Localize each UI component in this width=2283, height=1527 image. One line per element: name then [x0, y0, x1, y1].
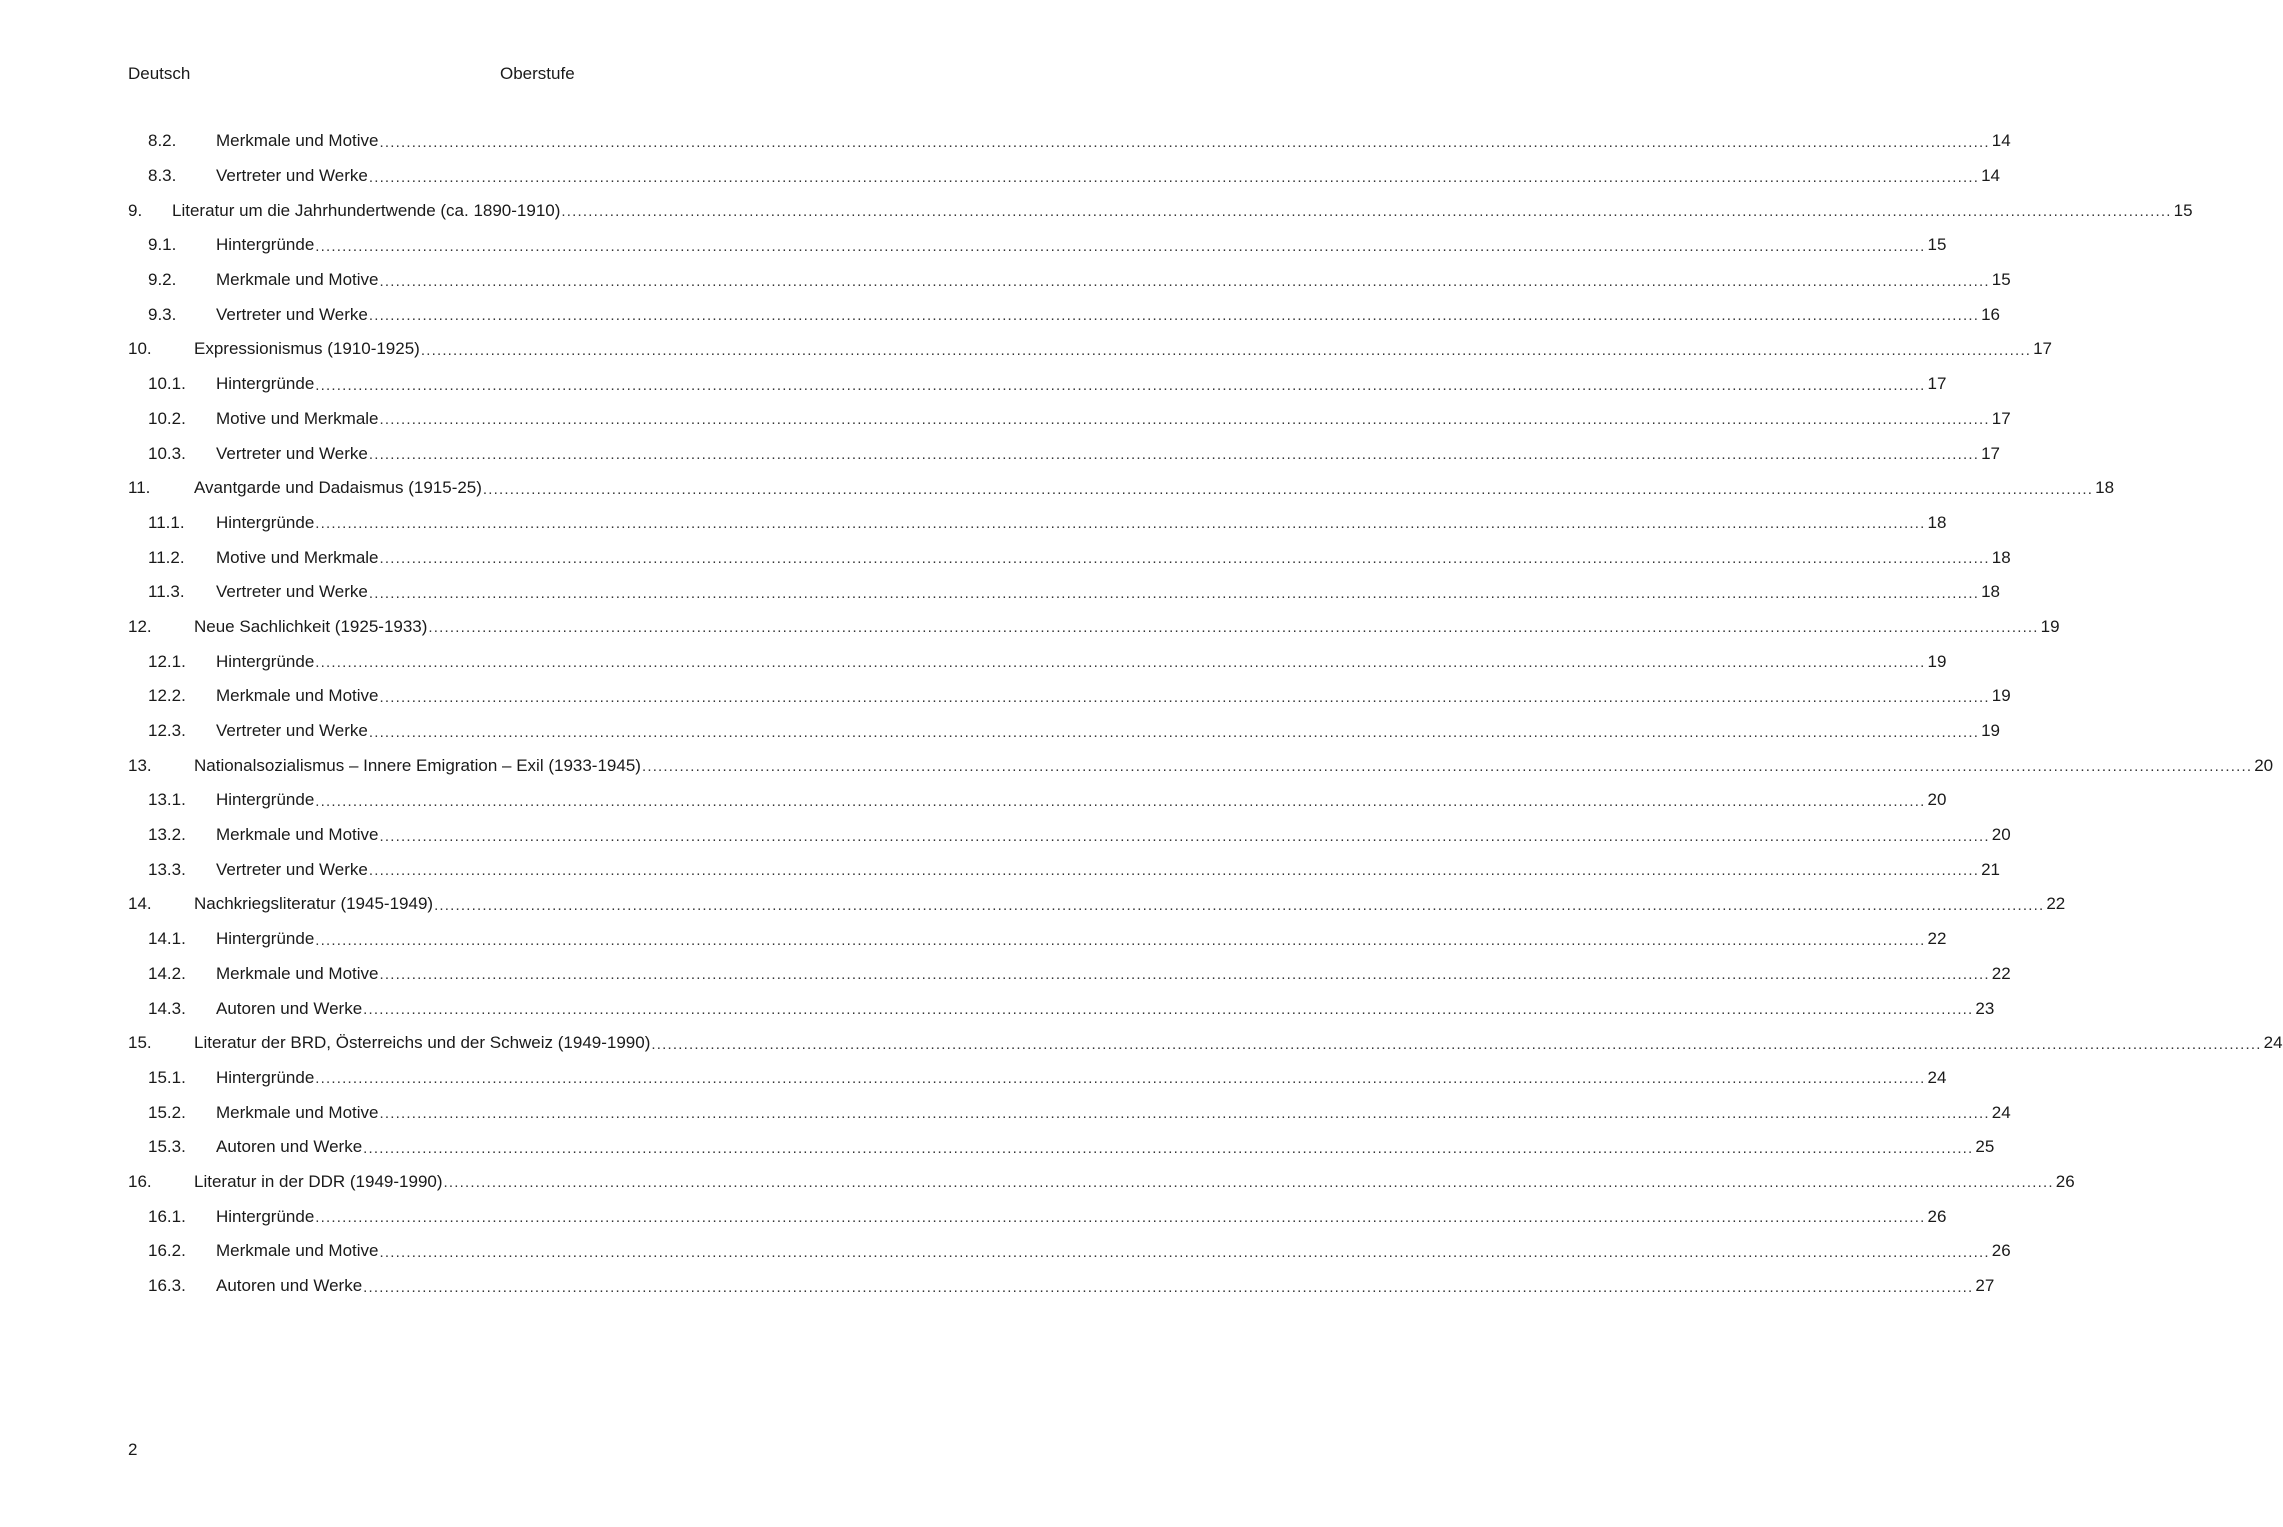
toc-chapter-entry[interactable]	[128, 193, 2193, 228]
toc-entry-title: Avantgarde und Dadaismus (1915-25)	[194, 478, 482, 498]
toc-section-entry[interactable]	[128, 540, 2011, 575]
toc-entry-number: 11.3.	[148, 582, 185, 602]
toc-entry-title: Autoren und Werke	[216, 1137, 363, 1157]
toc-entry-page: 22	[1991, 963, 2011, 983]
toc-section-entry[interactable]	[128, 679, 2011, 714]
toc-entry-number: 16.3.	[148, 1276, 186, 1296]
dot-leader: ............................................................................................................................................................................................................................................................................................................	[315, 237, 1926, 255]
toc-entry-number: 14.2.	[148, 963, 186, 983]
toc-section-entry[interactable]	[128, 263, 2011, 298]
dot-leader: ............................................................................................................................................................................................................................................................................................................	[363, 1139, 1974, 1157]
toc-entry-page: 26	[2055, 1171, 2075, 1191]
toc-entry-number: 12.1.	[148, 651, 186, 671]
toc-entry-number: 14.1.	[148, 929, 186, 949]
toc-entry-title: Merkmale und Motive	[216, 686, 379, 706]
toc-section-entry[interactable]	[128, 159, 2000, 194]
dot-leader: ............................................................................................................................................................................................................................................................................................................	[368, 862, 1980, 880]
toc-entry-number: 10.1.	[148, 374, 186, 394]
toc-entry-title: Vertreter und Werke	[216, 166, 368, 186]
dot-leader: ............................................................................................................................................................................................................................................................................................................	[315, 792, 1926, 810]
toc-section-entry[interactable]	[128, 1269, 1995, 1304]
toc-chapter-entry[interactable]	[128, 748, 2274, 783]
toc-entry-title: Merkmale und Motive	[216, 825, 379, 845]
toc-entry-page: 22	[2046, 894, 2066, 914]
toc-entry-number: 9.	[128, 200, 143, 220]
dot-leader: ............................................................................................................................................................................................................................................................................................................	[443, 1174, 2054, 1192]
dot-leader: ............................................................................................................................................................................................................................................................................................................	[368, 446, 1980, 464]
toc-entry-page: 15	[2173, 200, 2193, 220]
toc-entry-title: Literatur um die Jahrhundertwende (ca. 1890-1910)	[172, 200, 561, 220]
toc-entry-page: 17	[1927, 374, 1947, 394]
toc-chapter-entry[interactable]	[128, 610, 2060, 645]
toc-section-entry[interactable]	[128, 1061, 1947, 1096]
toc-entry-number: 11.2.	[148, 547, 185, 567]
toc-entry-number: 15.1.	[148, 1067, 186, 1087]
dot-leader: ............................................................................................................................................................................................................................................................................................................	[651, 1035, 2262, 1053]
toc-entry-number: 10.	[128, 339, 152, 359]
toc-entry-title: Hintergründe	[216, 1067, 315, 1087]
toc-section-entry[interactable]	[128, 783, 1947, 818]
toc-entry-title: Neue Sachlichkeit (1925-1933)	[194, 616, 428, 636]
toc-entry-number: 14.3.	[148, 998, 186, 1018]
toc-entry-title: Literatur in der DDR (1949-1990)	[194, 1171, 443, 1191]
dot-leader: ............................................................................................................................................................................................................................................................................................................	[315, 376, 1926, 394]
toc-entry-title: Merkmale und Motive	[216, 1241, 379, 1261]
toc-section-entry[interactable]	[128, 228, 1947, 263]
toc-entry-page: 17	[1981, 443, 2000, 463]
toc-entry-page: 20	[1927, 790, 1947, 810]
toc-entry-number: 16.1.	[148, 1206, 186, 1226]
dot-leader: ............................................................................................................................................................................................................................................................................................................	[379, 1105, 1990, 1123]
toc-chapter-entry[interactable]	[128, 887, 2066, 922]
toc-entry-title: Nationalsozialismus – Innere Emigration – Exil (1933-1945)	[194, 755, 641, 775]
dot-leader: ............................................................................................................................................................................................................................................................................................................	[368, 307, 1980, 325]
toc-section-entry[interactable]	[128, 506, 1947, 541]
toc-entry-number: 13.1.	[148, 790, 186, 810]
toc-entry-number: 13.	[128, 755, 152, 775]
toc-entry-title: Hintergründe	[216, 235, 315, 255]
toc-entry-number: 9.2.	[148, 270, 177, 290]
toc-entry-title: Hintergründe	[216, 512, 315, 532]
toc-entry-title: Motive und Merkmale	[216, 547, 379, 567]
toc-entry-number: 15.	[128, 1033, 152, 1053]
toc-section-entry[interactable]	[128, 991, 1995, 1026]
toc-section-entry[interactable]	[128, 957, 2011, 992]
toc-entry-page: 14	[1981, 166, 2000, 186]
toc-entry-number: 11.1.	[148, 512, 185, 532]
toc-entry-number: 10.2.	[148, 408, 186, 428]
toc-entry-title: Motive und Merkmale	[216, 408, 379, 428]
toc-section-entry[interactable]	[128, 818, 2011, 853]
toc-entry-title: Autoren und Werke	[216, 998, 363, 1018]
toc-entry-title: Merkmale und Motive	[216, 963, 379, 983]
toc-chapter-entry[interactable]	[128, 1165, 2075, 1200]
toc-entry-title: Literatur der BRD, Österreichs und der Schweiz (1949-1990)	[194, 1033, 651, 1053]
header-level: Oberstufe	[500, 64, 575, 83]
toc-entry-number: 16.	[128, 1171, 152, 1191]
toc-entry-number: 13.3.	[148, 859, 186, 879]
toc-entry-page: 21	[1981, 859, 2000, 879]
dot-leader: ............................................................................................................................................................................................................................................................................................................	[363, 1001, 1974, 1019]
toc-entry-number: 9.1.	[148, 235, 177, 255]
toc-entry-page: 19	[1981, 721, 2000, 741]
dot-leader: ............................................................................................................................................................................................................................................................................................................	[420, 341, 2032, 359]
toc-section-entry[interactable]	[128, 367, 1947, 402]
toc-section-entry[interactable]	[128, 124, 2011, 159]
dot-leader: ............................................................................................................................................................................................................................................................................................................	[379, 1243, 1990, 1261]
toc-entry-number: 12.3.	[148, 721, 186, 741]
toc-section-entry[interactable]	[128, 1130, 1995, 1165]
dot-leader: ............................................................................................................................................................................................................................................................................................................	[379, 133, 1990, 151]
toc-entry-page: 27	[1975, 1276, 1995, 1296]
dot-leader: ............................................................................................................................................................................................................................................................................................................	[315, 1209, 1926, 1227]
dot-leader: ............................................................................................................................................................................................................................................................................................................	[428, 619, 2039, 637]
toc-section-entry[interactable]	[128, 644, 1947, 679]
toc-entry-title: Hintergründe	[216, 651, 315, 671]
dot-leader: ............................................................................................................................................................................................................................................................................................................	[368, 168, 1980, 186]
toc-entry-page: 24	[1927, 1067, 1947, 1087]
toc-entry-page: 19	[2040, 616, 2060, 636]
toc-entry-title: Vertreter und Werke	[216, 304, 368, 324]
toc-section-entry[interactable]	[128, 1234, 2011, 1269]
toc-entry-page: 20	[2254, 755, 2274, 775]
toc-entry-page: 15	[1927, 235, 1947, 255]
toc-entry-page: 22	[1927, 929, 1947, 949]
toc-entry-page: 15	[1991, 270, 2011, 290]
dot-leader: ............................................................................................................................................................................................................................................................................................................	[379, 827, 1990, 845]
toc-entry-number: 15.2.	[148, 1102, 186, 1122]
dot-leader: ............................................................................................................................................................................................................................................................................................................	[641, 758, 2253, 776]
header-subject: Deutsch	[128, 64, 191, 83]
toc-entry-page: 18	[1981, 582, 2000, 602]
toc-entry-page: 14	[1991, 131, 2011, 151]
toc-entry-title: Hintergründe	[216, 929, 315, 949]
dot-leader: ............................................................................................................................................................................................................................................................................................................	[315, 1070, 1926, 1088]
toc-section-entry[interactable]	[128, 1095, 2011, 1130]
toc-section-entry[interactable]	[128, 575, 2000, 610]
toc-entry-number: 11.	[128, 478, 151, 498]
toc-entry-page: 19	[1991, 686, 2011, 706]
toc-entry-number: 13.2.	[148, 825, 186, 845]
toc-entry-page: 23	[1975, 998, 1995, 1018]
dot-leader: ............................................................................................................................................................................................................................................................................................................	[315, 515, 1926, 533]
toc-entry-title: Hintergründe	[216, 374, 315, 394]
toc-entry-page: 19	[1927, 651, 1947, 671]
dot-leader: ............................................................................................................................................................................................................................................................................................................	[368, 584, 1980, 602]
toc-entry-number: 12.	[128, 616, 152, 636]
toc-entry-number: 9.3.	[148, 304, 177, 324]
toc-entry-title: Merkmale und Motive	[216, 1102, 379, 1122]
dot-leader: ............................................................................................................................................................................................................................................................................................................	[434, 896, 2045, 914]
toc-section-entry[interactable]	[128, 714, 2000, 749]
toc-entry-page: 26	[1991, 1241, 2011, 1261]
toc-entry-page: 16	[1981, 304, 2000, 324]
toc-section-entry[interactable]	[128, 1199, 1947, 1234]
dot-leader: ............................................................................................................................................................................................................................................................................................................	[363, 1278, 1974, 1296]
toc-section-entry[interactable]	[128, 436, 2000, 471]
dot-leader: ............................................................................................................................................................................................................................................................................................................	[482, 480, 2094, 498]
dot-leader: ............................................................................................................................................................................................................................................................................................................	[379, 966, 1990, 984]
dot-leader: ............................................................................................................................................................................................................................................................................................................	[379, 411, 1990, 429]
toc-entry-title: Merkmale und Motive	[216, 131, 379, 151]
page-header	[128, 64, 952, 88]
toc-entry-number: 8.2.	[148, 131, 177, 151]
toc-entry-title: Vertreter und Werke	[216, 721, 368, 741]
table-of-contents	[128, 124, 2283, 1303]
toc-entry-title: Autoren und Werke	[216, 1276, 363, 1296]
toc-entry-page: 18	[2095, 478, 2115, 498]
toc-entry-page: 18	[1927, 512, 1947, 532]
toc-entry-title: Hintergründe	[216, 1206, 315, 1226]
dot-leader: ............................................................................................................................................................................................................................................................................................................	[561, 203, 2172, 221]
toc-entry-title: Merkmale und Motive	[216, 270, 379, 290]
toc-entry-title: Vertreter und Werke	[216, 582, 368, 602]
toc-section-entry[interactable]	[128, 922, 1947, 957]
toc-entry-number: 12.2.	[148, 686, 186, 706]
page-number: 2	[128, 1440, 138, 1459]
toc-chapter-entry[interactable]	[128, 471, 2115, 506]
toc-section-entry[interactable]	[128, 402, 2011, 437]
toc-entry-page: 24	[1991, 1102, 2011, 1122]
toc-entry-page: 17	[1991, 408, 2011, 428]
toc-chapter-entry[interactable]	[128, 332, 2053, 367]
toc-entry-title: Vertreter und Werke	[216, 443, 368, 463]
dot-leader: ............................................................................................................................................................................................................................................................................................................	[379, 688, 1990, 706]
toc-entry-number: 8.3.	[148, 166, 177, 186]
toc-entry-title: Expressionismus (1910-1925)	[194, 339, 420, 359]
toc-entry-number: 16.2.	[148, 1241, 186, 1261]
toc-chapter-entry[interactable]	[128, 1026, 2283, 1061]
dot-leader: ............................................................................................................................................................................................................................................................................................................	[315, 654, 1926, 672]
dot-leader: ............................................................................................................................................................................................................................................................................................................	[315, 931, 1926, 949]
toc-entry-page: 24	[2263, 1033, 2283, 1053]
dot-leader: ............................................................................................................................................................................................................................................................................................................	[379, 272, 1990, 290]
toc-entry-page: 26	[1927, 1206, 1947, 1226]
dot-leader: ............................................................................................................................................................................................................................................................................................................	[368, 723, 1980, 741]
toc-entry-page: 18	[1991, 547, 2011, 567]
toc-entry-number: 14.	[128, 894, 152, 914]
toc-entry-number: 15.3.	[148, 1137, 186, 1157]
toc-entry-page: 17	[2033, 339, 2053, 359]
toc-section-entry[interactable]	[128, 852, 2000, 887]
dot-leader: ............................................................................................................................................................................................................................................................................................................	[379, 550, 1990, 568]
toc-entry-page: 25	[1975, 1137, 1995, 1157]
toc-entry-number: 10.3.	[148, 443, 186, 463]
toc-section-entry[interactable]	[128, 297, 2000, 332]
toc-entry-page: 20	[1991, 825, 2011, 845]
toc-entry-title: Vertreter und Werke	[216, 859, 368, 879]
toc-entry-title: Nachkriegsliteratur (1945-1949)	[194, 894, 434, 914]
toc-entry-title: Hintergründe	[216, 790, 315, 810]
